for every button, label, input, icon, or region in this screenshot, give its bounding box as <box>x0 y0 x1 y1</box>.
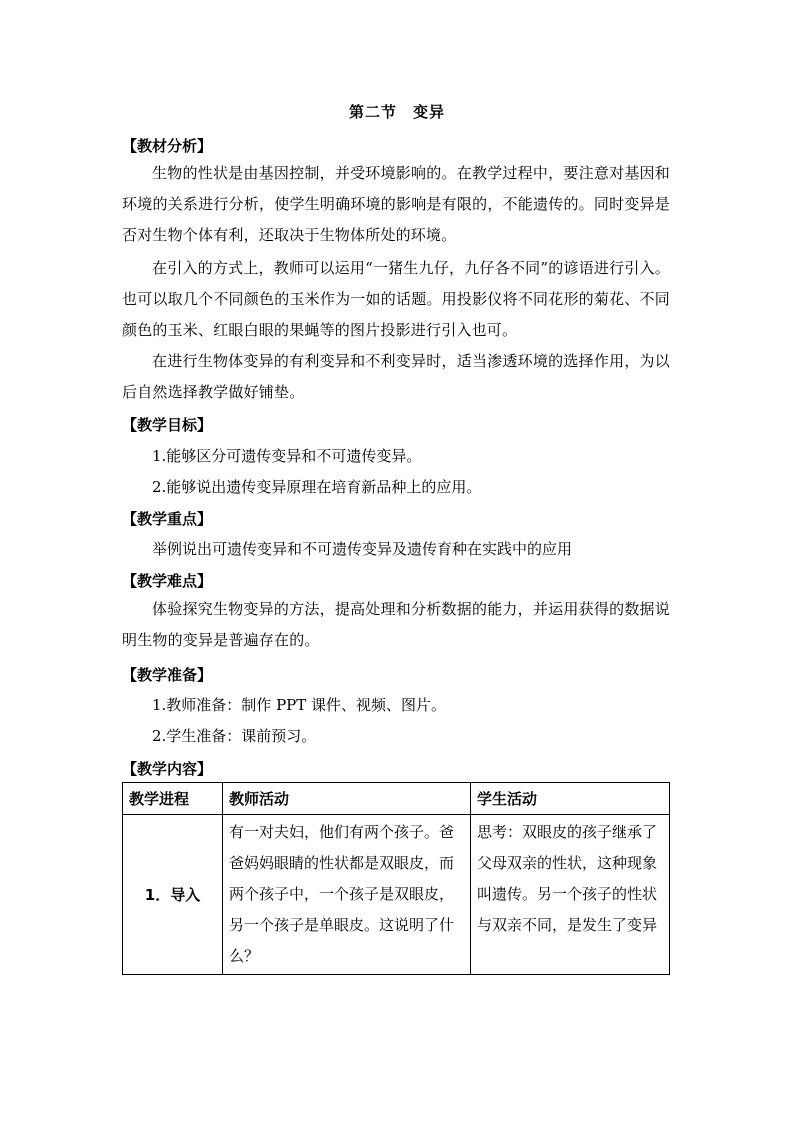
table-header-row <box>123 783 670 815</box>
table-row <box>123 815 670 975</box>
column-header-student: 学生活动 <box>471 783 670 815</box>
column-header-teacher: 教师活动 <box>223 783 471 815</box>
teacher-activity-text: 有一对夫妇，他们有两个孩子。爸爸妈妈眼睛的性状都是双眼皮，而两个孩子中，一个孩子是双眼皮，另一个孩子是单眼皮。这说明了什么？ <box>229 823 455 965</box>
student-activity-text: 思考：双眼皮的孩子继承了父母双亲的性状，这种现象叫遗传。另一个孩子的性状与双亲不同，是发生了变异 <box>477 823 658 934</box>
heading-objectives: 【教学目标】 <box>122 416 213 434</box>
material-analysis-paragraph-2: 在引入的方式上，教师可以运用“一猪生九仔，九仔各不同”的谚语进行引入。也可以取几个不同颜色的玉米作为一如的话题。用投影仪将不同花形的菊花、不同颜色的玉米、红眼白眼的果蝇等的图片投影进行引入也可。 <box>122 259 670 339</box>
key-points-text: 举例说出可遗传变异和不可遗传变异及遗传育种在实践中的应用 <box>152 540 573 558</box>
heading-material-analysis: 【教材分析】 <box>122 137 213 155</box>
difficulties-text: 体验探究生物变异的方法，提高处理和分析数据的能力，并运用获得的数据说明生物的变异是普遍存在的。 <box>122 600 670 649</box>
heading-key-points: 【教学重点】 <box>122 510 213 528</box>
cell-student-activity <box>471 815 670 975</box>
heading-difficulties: 【教学难点】 <box>122 572 213 590</box>
cell-teacher-activity <box>223 815 471 975</box>
column-header-stage: 教学进程 <box>123 783 223 815</box>
preparation-item-1: 1.教师准备：制作 PPT 课件、视频、图片。 <box>152 696 447 714</box>
page-title: 第二节 变异 <box>348 103 445 121</box>
preparation-item-2: 2.学生准备：课前预习。 <box>152 727 317 745</box>
lesson-table <box>122 782 670 975</box>
cell-stage: 1．导入 <box>123 815 223 975</box>
heading-content: 【教学内容】 <box>122 760 213 778</box>
material-analysis-paragraph-3: 在进行生物体变异的有利变异和不利变异时，适当渗透环境的选择作用，为以后自然选择教学做好铺垫。 <box>122 352 670 401</box>
material-analysis-paragraph-1: 生物的性状是由基因控制，并受环境影响的。在教学过程中，要注意对基因和环境的关系进行分析，使学生明确环境的影响是有限的，不能遗传的。同时变异是否对生物个体有利，还取决于生物体所处的环境。 <box>122 164 670 244</box>
objective-item-2: 2.能够说出遗传变异原理在培育新品种上的应用。 <box>152 478 482 496</box>
heading-preparation: 【教学准备】 <box>122 666 213 684</box>
objective-item-1: 1.能够区分可遗传变异和不可遗传变异。 <box>152 447 422 465</box>
